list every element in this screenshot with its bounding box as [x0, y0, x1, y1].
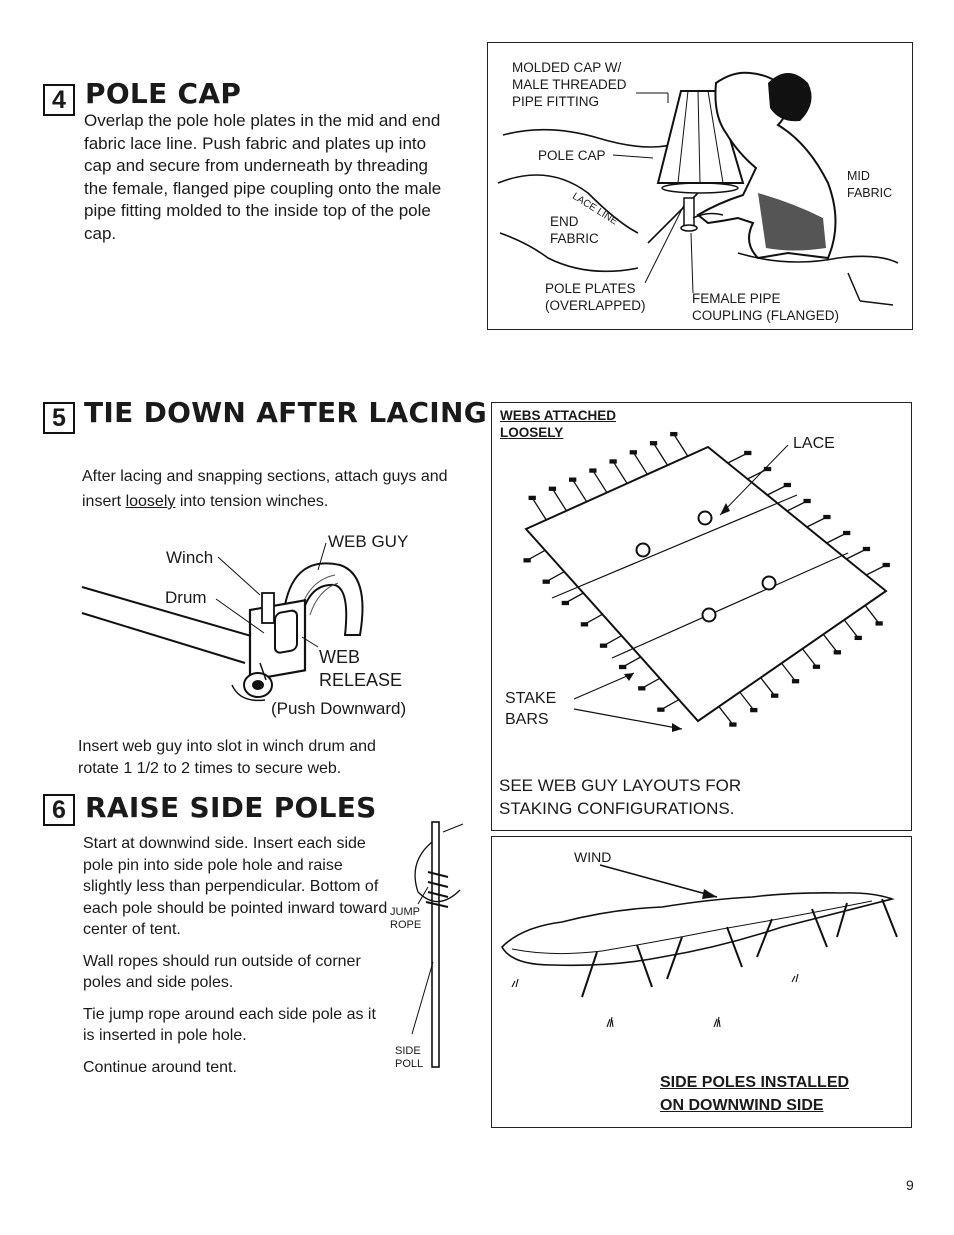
label-end-fabric: END FABRIC — [550, 214, 599, 246]
winch-note: Insert web guy into slot in winch drum and rotate 1 1/2 to 2 times to secure web. — [78, 738, 376, 777]
section-6-paragraph: Start at downwind side. Insert each side pole pin into side pole hole and raise slightly less than perpendicular. Bottom of each pole should be pointed inward toward center of tent. — [83, 835, 388, 938]
label-stake-bars: STAKE BARS — [505, 690, 557, 728]
stake-bar — [671, 433, 677, 436]
stake-bar — [570, 478, 576, 481]
stake-bar — [883, 564, 889, 567]
stake-bar — [751, 709, 757, 712]
section-5-number: 5 — [43, 402, 75, 434]
web-guy-line — [532, 498, 546, 520]
web-guy-line — [761, 678, 775, 696]
label-see-layouts: SEE WEB GUY LAYOUTS FOR STAKING CONFIGURATIONS. — [499, 776, 742, 818]
label-molded-cap: MOLDED CAP W/ MALE THREADED PIPE FITTING — [512, 60, 627, 109]
section-4-title: POLE CAP — [85, 77, 242, 110]
label-wind: WIND — [574, 849, 612, 865]
stake-bar — [524, 559, 530, 562]
section-4-body: Overlap the pole hole plates in the mid and end fabric lace line. Push fabric and plates up into cap and secure from underneath by threading the female, flanged pipe coupling onto the male pipe fitting molded to the inside top of the pole cap. — [84, 111, 442, 243]
tie-down-illustration — [492, 403, 911, 830]
stake-bar — [651, 442, 657, 445]
side-pole-illustration — [388, 812, 468, 1072]
label-winch: Winch — [166, 548, 214, 567]
label-web-release: WEB RELEASE — [319, 647, 403, 690]
stake-bar — [745, 452, 751, 455]
web-guy-line — [740, 692, 754, 710]
web-guy-line — [613, 461, 627, 483]
stake-bar — [855, 636, 861, 639]
label-drum: Drum — [165, 588, 207, 607]
stake-bar — [658, 708, 664, 711]
stake-bar — [730, 723, 736, 726]
section-5-intro-text: After lacing and snapping sections, attach guys and insert — [82, 468, 448, 510]
section-5-title: TIE DOWN AFTER LACING — [84, 396, 488, 429]
web-guy-line — [802, 649, 816, 667]
page-number: 9 — [906, 1177, 914, 1193]
tie-down-figure — [491, 402, 912, 831]
stake-bar — [620, 666, 626, 669]
stake-bar — [562, 602, 568, 605]
stake-bar — [876, 622, 882, 625]
stake-bar — [834, 651, 840, 654]
section-5-intro-end: into tension winches. — [175, 493, 329, 510]
stake-bar — [601, 644, 607, 647]
stake-bar — [549, 487, 555, 490]
label-side-pole: SIDE POLL — [395, 1045, 424, 1070]
label-side-poles-caption: SIDE POLES INSTALLED ON DOWNWIND SIDE — [660, 1074, 850, 1114]
label-pole-cap: POLE CAP — [538, 148, 606, 163]
web-guy-line — [719, 707, 733, 725]
web-guy-line — [674, 434, 688, 456]
label-lace-line: LACE LINE — [570, 191, 620, 228]
section-6-title: RAISE SIDE POLES — [85, 791, 377, 824]
stake-bar — [824, 516, 830, 519]
stake-bar — [543, 580, 549, 583]
stake-bar — [610, 460, 616, 463]
label-female-pipe: FEMALE PIPE COUPLING (FLANGED) — [692, 291, 840, 323]
web-guy-line — [552, 489, 566, 511]
section-6-paragraph: Continue around tent. — [83, 1058, 237, 1076]
web-guy-line — [573, 480, 587, 502]
label-push-downward: (Push Downward) — [271, 699, 407, 718]
stake-bar — [630, 451, 636, 454]
web-guy-line — [865, 605, 879, 623]
stake-bar — [581, 623, 587, 626]
pole-cap-figure — [487, 42, 913, 330]
stake-bar — [639, 687, 645, 690]
winch-illustration — [80, 535, 480, 715]
stake-bar — [813, 665, 819, 668]
web-guy-line — [593, 471, 607, 493]
stake-bar — [784, 484, 790, 487]
stake-bar — [804, 500, 810, 503]
stake-bar — [529, 496, 535, 499]
stake-bar — [765, 468, 771, 471]
section-6-paragraph: Wall ropes should run outside of corner poles and side poles. — [83, 952, 361, 991]
web-guy-line — [633, 452, 647, 474]
section-5-intro — [82, 464, 487, 514]
stake-bar — [844, 532, 850, 535]
label-lace: LACE — [793, 435, 835, 452]
web-guy-line — [654, 443, 668, 465]
side-poles-figure — [491, 836, 912, 1128]
stake-bar — [772, 694, 778, 697]
web-guy-line — [823, 634, 837, 652]
section-6-body — [83, 833, 388, 1078]
stake-bar — [793, 680, 799, 683]
section-6-number: 6 — [43, 794, 75, 826]
label-mid-fabric: MID FABRIC — [847, 169, 893, 200]
section-4-number: 4 — [43, 84, 75, 116]
label-web-guy: WEB GUY — [328, 532, 409, 551]
stake-bar — [590, 469, 596, 472]
stake-bar — [863, 548, 869, 551]
label-pole-plates: POLE PLATES (OVERLAPPED) — [545, 281, 646, 313]
label-webs-attached: WEBS ATTACHED LOOSELY — [500, 408, 616, 440]
section-5-intro-underlined: loosely — [125, 493, 176, 510]
web-guy-line — [782, 663, 796, 681]
label-jump-rope: JUMP ROPE — [390, 906, 422, 931]
section-6-paragraph: Tie jump rope around each side pole as it is inserted in pole hole. — [83, 1005, 376, 1044]
web-guy-line — [844, 620, 858, 638]
